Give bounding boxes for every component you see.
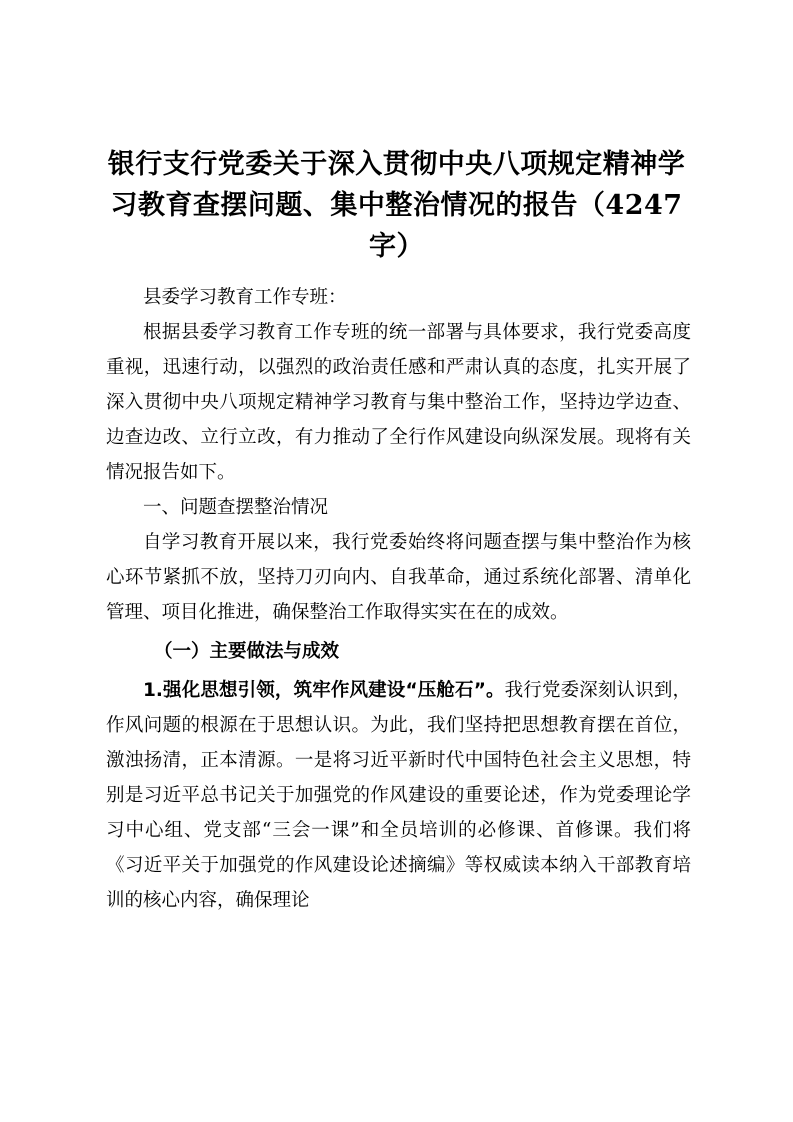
subsection-heading: （一）主要做法与成效	[154, 641, 340, 662]
point-heading: 1.强化思想引领，筑牢作风建设“压舱石”。	[143, 680, 505, 701]
section-paragraph: 自学习教育开展以来，我行党委始终将问题查摆与集中整治作为核心环节紧抓不放，坚持刀刃向内、自我革命，通过系统化部署、清单化管理、项目化推进，确保整治工作取得实实在在的成效。	[106, 532, 691, 623]
point-text: 我行党委深刻认识到，作风问题的根源在于思想认识。为此，我们坚持把思想教育摆在首位，激浊扬清，正本清源。一是将习近平新时代中国特色社会主义思想，特别是习近平总书记关于加强党的作风建设的重要论述，作为党委理论学习中心组、党支部“三会一课”和全员培训的必修课、首修课。我们将《习近平关于加强党的作风建设论述摘编》等权威读本纳入干部教育培训的核心内容，确保理论	[106, 680, 691, 911]
intro-paragraph: 根据县委学习教育工作专班的统一部署与具体要求，我行党委高度重视，迅速行动，以强烈的政治责任感和严肃认真的态度，扎实开展了深入贯彻中央八项规定精神学习教育与集中整治工作，坚持边学边查、边查边改、立行立改，有力推动了全行作风建设向纵深发展。现将有关情况报告如下。	[106, 322, 691, 483]
document-title: 银行支行党委关于深入贯彻中央八项规定精神学习教育查摆问题、集中整治情况的报告（4247字）	[107, 149, 686, 262]
section-heading: 一、问题查摆整治情况	[143, 497, 329, 518]
document-body	[106, 280, 691, 918]
salutation: 县委学习教育工作专班：	[143, 287, 347, 308]
point-paragraph	[106, 673, 691, 918]
